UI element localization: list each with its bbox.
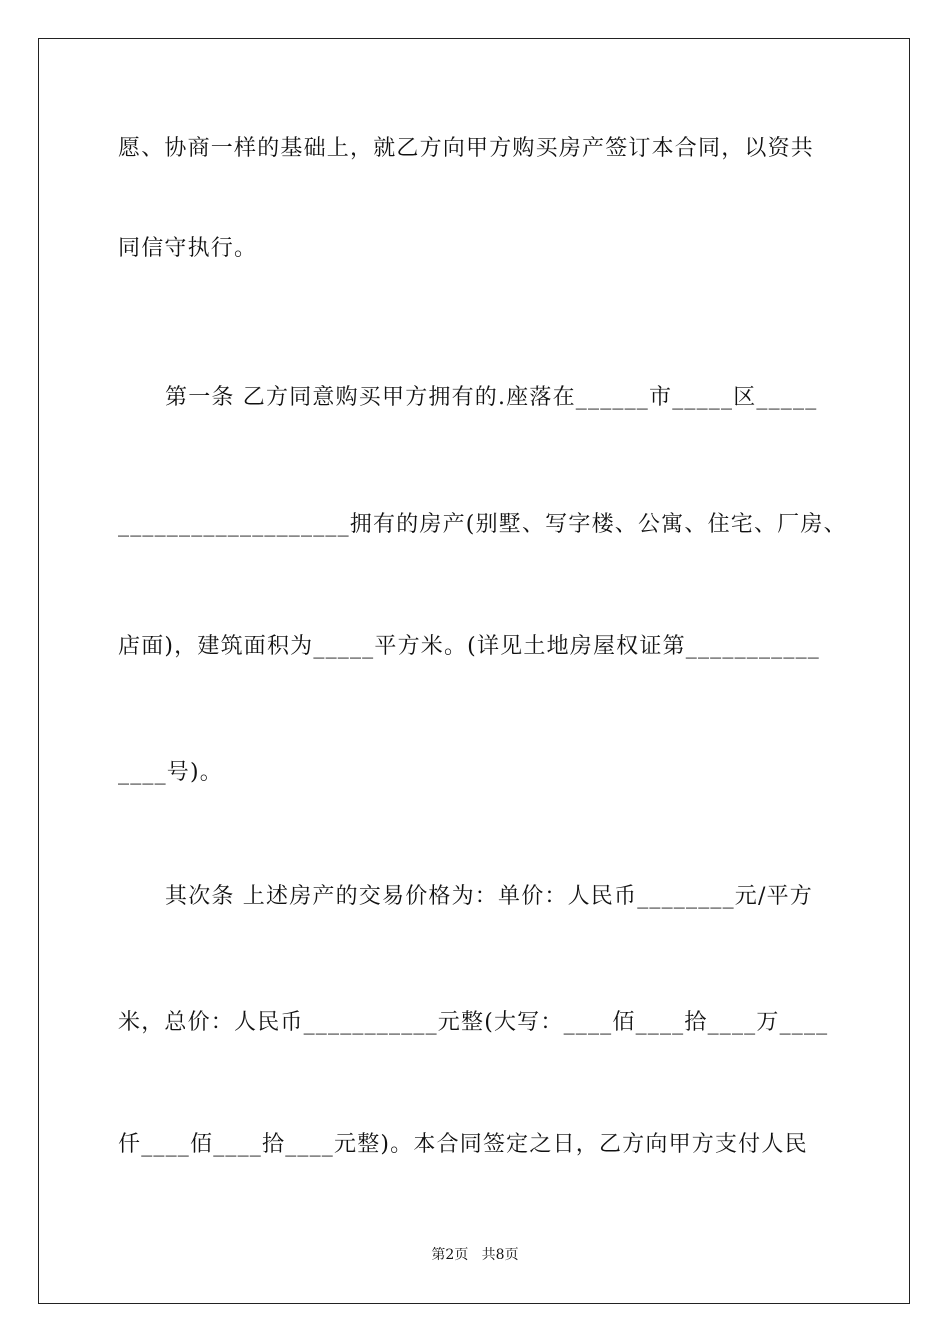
page-frame [38,38,910,1304]
body-text-line: 店面)，建筑面积为_____平方米。(详见土地房屋权证第___________ [118,634,820,659]
body-text-line: 米，总价：人民币___________元整(大写：____佰____拾____万____ [118,1010,829,1035]
article-1-line: 第一条 乙方同意购买甲方拥有的.座落在______市_____区_____ [165,385,818,410]
article-2-line: 其次条 上述房产的交易价格为：单价：人民币________元/平方 [165,884,814,909]
body-text-line: ___________________拥有的房产(别墅、写字楼、公寓、住宅、厂房、 [118,512,847,537]
page-number-footer: 第2页 共8页 [431,1247,519,1263]
body-text-line: 同信守执行。 [118,236,258,261]
body-text-line: 愿、协商一样的基础上，就乙方向甲方购买房产签订本合同，以资共 [118,136,815,161]
body-text-line: ____号)。 [118,760,223,785]
body-text-line: 仟____佰____拾____元整)。本合同签定之日，乙方向甲方支付人民 [118,1132,808,1157]
